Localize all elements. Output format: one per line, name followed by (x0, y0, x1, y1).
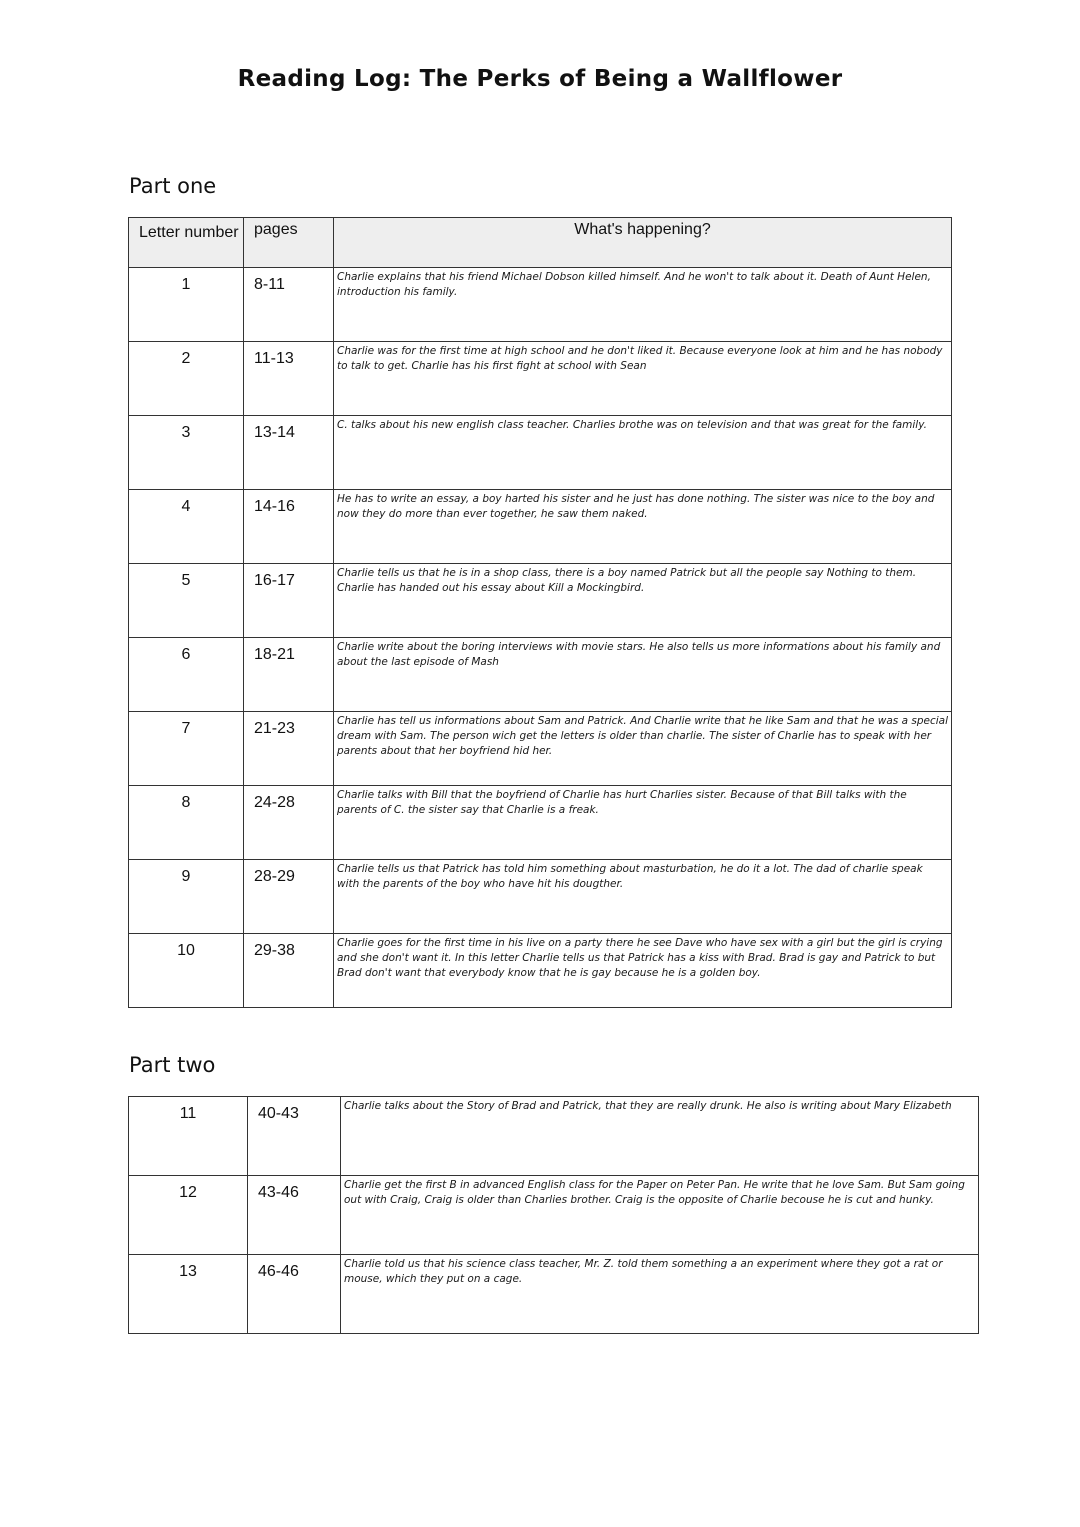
table-row (129, 1176, 979, 1255)
table-row (129, 1255, 979, 1334)
handwritten-notes-cell: Charlie talks with Bill that the boyfriend of Charlie has hurt Charlies sister. Because of that Bill talks with the parents of C. the sister say that Charlie is a freak. (334, 786, 952, 860)
letter-number-cell: 13 (129, 1255, 248, 1334)
handwritten-notes-cell: Charlie tells us that Patrick has told him something about masturbation, he do it a lot. The dad of charlie speak with the parents of the boy who have hit his dougther. (334, 860, 952, 934)
part-two-heading: Part two (129, 1053, 216, 1077)
pages-cell: 40-43 (248, 1097, 341, 1176)
pages-cell: 11-13 (244, 342, 334, 416)
letter-number-cell: 9 (129, 860, 244, 934)
letter-number-cell: 8 (129, 786, 244, 860)
handwritten-notes-cell: Charlie explains that his friend Michael Dobson killed himself. And he won't to talk about it. Death of Aunt Helen, introduction his family. (334, 268, 952, 342)
page-title: Reading Log: The Perks of Being a Wallflower (237, 66, 843, 92)
pages-cell: 14-16 (244, 490, 334, 564)
letter-number-cell: 6 (129, 638, 244, 712)
letter-number-cell: 1 (129, 268, 244, 342)
pages-cell: 43-46 (248, 1176, 341, 1255)
pages-cell: 24-28 (244, 786, 334, 860)
handwritten-notes-cell: Charlie has tell us informations about Sam and Patrick. And Charlie write that he like Sam and that he was a special dream with Sam. The person wich get the letters is older than charlie. The sister of Charlie has to speak with her parents about that her boyfriend hid her. (334, 712, 952, 786)
table-header-row (129, 218, 952, 268)
pages-cell: 46-46 (248, 1255, 341, 1334)
header-whats-happening: What's happening? (334, 218, 952, 268)
table-row (129, 268, 952, 342)
letter-number-cell: 2 (129, 342, 244, 416)
handwritten-notes-cell: Charlie talks about the Story of Brad and Patrick, that they are really drunk. He also is writing about Mary Elizabeth (341, 1097, 979, 1176)
table-row (129, 860, 952, 934)
table-row (129, 1097, 979, 1176)
table-row (129, 712, 952, 786)
table-row (129, 638, 952, 712)
header-pages: pages (244, 218, 334, 268)
table-row (129, 786, 952, 860)
table-row (129, 416, 952, 490)
pages-cell: 13-14 (244, 416, 334, 490)
pages-cell: 21-23 (244, 712, 334, 786)
letter-number-cell: 4 (129, 490, 244, 564)
pages-cell: 18-21 (244, 638, 334, 712)
table-row (129, 564, 952, 638)
letter-number-cell: 5 (129, 564, 244, 638)
pages-cell: 8-11 (244, 268, 334, 342)
pages-cell: 16-17 (244, 564, 334, 638)
handwritten-notes-cell: C. talks about his new english class teacher. Charlies brothe was on television and that was great for the family. (334, 416, 952, 490)
handwritten-notes-cell: He has to write an essay, a boy harted his sister and he just has done nothing. The sister was nice to the boy and now they do more than ever together, he saw them naked. (334, 490, 952, 564)
part-one-table (128, 217, 952, 1008)
letter-number-cell: 7 (129, 712, 244, 786)
letter-number-cell: 3 (129, 416, 244, 490)
letter-number-cell: 10 (129, 934, 244, 1008)
pages-cell: 29-38 (244, 934, 334, 1008)
letter-number-cell: 11 (129, 1097, 248, 1176)
table-row (129, 490, 952, 564)
handwritten-notes-cell: Charlie was for the first time at high school and he don't liked it. Because everyone look at him and he has nobody to talk to get. Charlie has his first fight at school with Sean (334, 342, 952, 416)
handwritten-notes-cell: Charlie get the first B in advanced English class for the Paper on Peter Pan. He write that he love Sam. But Sam going out with Craig, Craig is older than Charlies brother. Craig is the opposite of Charlie becouse he is cut and hunky. (341, 1176, 979, 1255)
pages-cell: 28-29 (244, 860, 334, 934)
header-letter-number: Letter number (129, 218, 244, 268)
table-row (129, 934, 952, 1008)
handwritten-notes-cell: Charlie write about the boring interviews with movie stars. He also tells us more informations about his family and about the last episode of Mash (334, 638, 952, 712)
handwritten-notes-cell: Charlie told us that his science class teacher, Mr. Z. told them something a an experiment where they got a rat or mouse, which they put on a cage. (341, 1255, 979, 1334)
handwritten-notes-cell: Charlie goes for the first time in his live on a party there he see Dave who have sex with a girl but the girl is crying and she don't want it. In this letter Charlie tells us that Patrick has a kiss with Brad. Brad is gay and Patrick to but Brad don't want that everybody know that he is gay because he is a golden boy. (334, 934, 952, 1008)
part-two-table (128, 1096, 979, 1334)
letter-number-cell: 12 (129, 1176, 248, 1255)
table-row (129, 342, 952, 416)
part-one-heading: Part one (129, 174, 217, 198)
handwritten-notes-cell: Charlie tells us that he is in a shop class, there is a boy named Patrick but all the people say Nothing to them. Charlie has handed out his essay about Kill a Mockingbird. (334, 564, 952, 638)
